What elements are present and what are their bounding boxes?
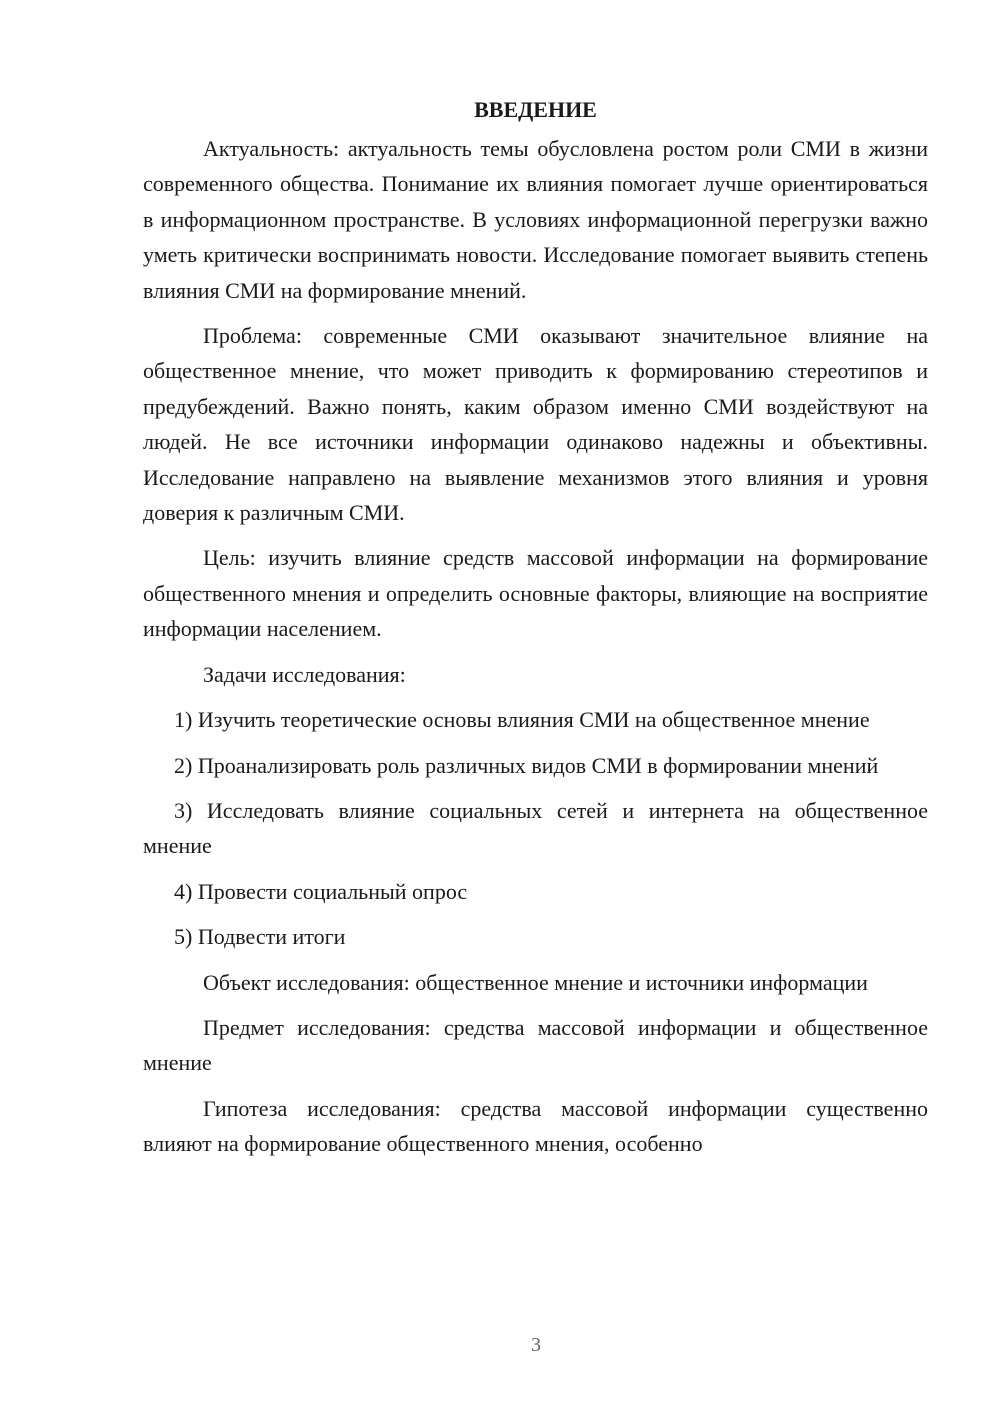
relevance-paragraph: Актуальность: актуальность темы обусловлена ростом роли СМИ в жизни современного общества. Понимание их влияния помогает лучше ориентироваться в информационном пространстве. В условиях информационной перегрузки важно уметь критически воспринимать новости. Исследование помогает выявить степень влияния СМИ на формирование мнений. bbox=[143, 136, 928, 303]
goal-paragraph: Цель: изучить влияние средств массовой информации на формирование общественного мнения и определить основные факторы, влияющие на восприятие информации населением. bbox=[143, 545, 928, 642]
task-item: 2) Проанализировать роль различных видов СМИ в формировании мнений bbox=[174, 752, 879, 778]
hypothesis-paragraph: Гипотеза исследования: средства массовой информации существенно влияют на формирование общественного мнения, особенно bbox=[143, 1095, 928, 1157]
document-page bbox=[143, 92, 928, 1172]
page-title: ВВЕДЕНИЕ bbox=[474, 97, 597, 122]
subject-paragraph: Предмет исследования: средства массовой информации и общественное мнение bbox=[143, 1014, 928, 1076]
tasks-title: Задачи исследования: bbox=[203, 661, 406, 687]
task-item: 3) Исследовать влияние социальных сетей и интернета на общественное мнение bbox=[143, 797, 928, 859]
page-number: 3 bbox=[531, 1334, 541, 1356]
task-item: 4) Провести социальный опрос bbox=[174, 878, 468, 904]
task-item: 5) Подвести итоги bbox=[174, 924, 346, 950]
task-item: 1) Изучить теоретические основы влияния СМИ на общественное мнение bbox=[174, 707, 870, 733]
object-paragraph: Объект исследования: общественное мнение и источники информации bbox=[203, 969, 868, 995]
problem-paragraph: Проблема: современные СМИ оказывают значительное влияние на общественное мнение, что может приводить к формированию стереотипов и предубеждений. Важно понять, каким образом именно СМИ воздействуют на людей. Не все источники информации одинаково надежны и объективны. Исследование направлено на выявление механизмов этого влияния и уровня доверия к различным СМИ. bbox=[143, 323, 928, 526]
